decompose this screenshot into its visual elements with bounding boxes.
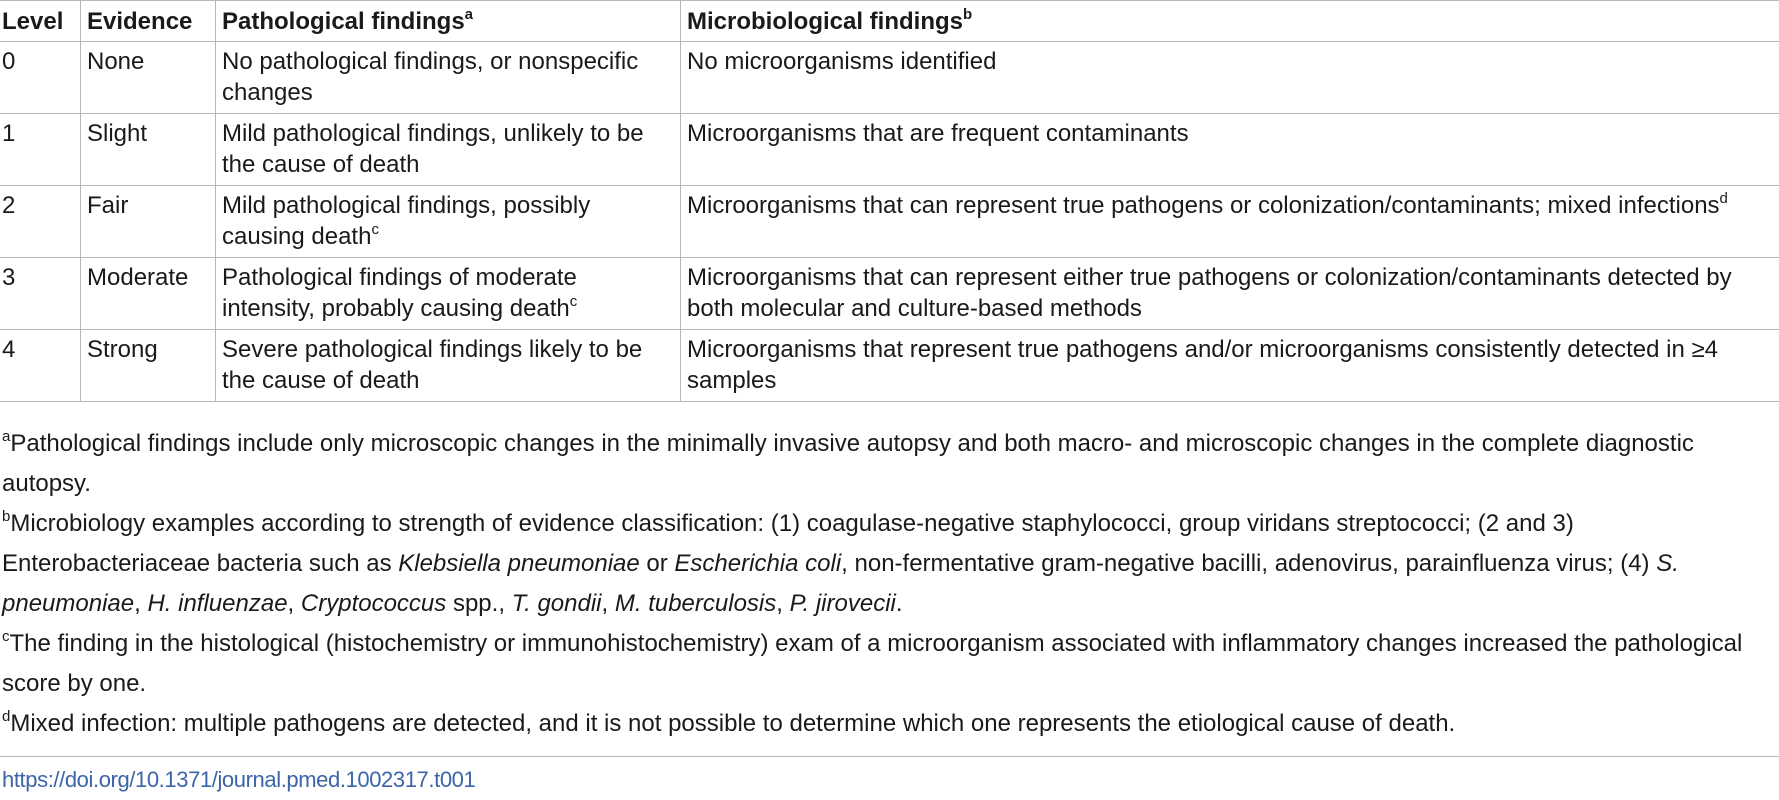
cell-pathological bbox=[216, 114, 681, 186]
cell-pathological-text: Pathological findings of moderate intensity, probably causing death bbox=[222, 264, 577, 322]
species-name: M. tuberculosis bbox=[614, 590, 777, 617]
cell-evidence: Moderate bbox=[81, 258, 216, 330]
footnote-mark-d: d bbox=[2, 708, 11, 725]
cell-pathological bbox=[216, 330, 681, 402]
cell-microbiological bbox=[681, 114, 1779, 186]
table-row bbox=[0, 258, 1779, 330]
species-name: H. influenzae bbox=[147, 590, 288, 617]
footnote-ref-c: c bbox=[569, 293, 578, 310]
footnote-ref-b: b bbox=[963, 6, 973, 23]
footnote-b-text: , bbox=[601, 590, 615, 617]
footnote-b bbox=[2, 504, 1772, 624]
footnote-b-text: , non-fermentative gram-negative bacilli, adenovirus, parainfluenza virus; (4) bbox=[841, 550, 1657, 577]
cell-level: 4 bbox=[2, 336, 16, 363]
species-name: Cryptococcus bbox=[300, 590, 447, 617]
cell-microbiological-text: Microorganisms that can represent true pathogens or colonization/contaminants; mixed infections bbox=[687, 192, 1720, 219]
footnote-b-text: . bbox=[895, 590, 903, 617]
footnote-b-text: Microbiology examples according to strength of evidence classification: (1) coagulase-negative staphylococci, group viridans streptococci; (2 and 3) Enterobacteriaceae bacteria such as bbox=[2, 510, 1574, 577]
table-row bbox=[0, 114, 1779, 186]
cell-level: 0 bbox=[2, 48, 16, 75]
footnote-d-text: Mixed infection: multiple pathogens are detected, and it is not possible to determine which one represents the etiological cause of death. bbox=[10, 710, 1456, 737]
footnote-b-text: spp., bbox=[446, 590, 512, 617]
footnote-d bbox=[2, 704, 1772, 744]
cell-microbiological-text: No microorganisms identified bbox=[687, 48, 997, 75]
footnote-ref-c: c bbox=[371, 221, 379, 238]
footnote-b-text: , bbox=[287, 590, 301, 617]
header-microbiological-findings bbox=[681, 1, 1779, 42]
species-name: P. jirovecii bbox=[789, 590, 896, 617]
footnote-b-text: , bbox=[776, 590, 790, 617]
table-row bbox=[0, 42, 1779, 114]
footer-divider bbox=[0, 756, 1779, 757]
header-level: Level bbox=[2, 8, 64, 35]
footnote-a bbox=[2, 424, 1772, 504]
header-evidence: Evidence bbox=[81, 1, 216, 42]
table-row bbox=[0, 186, 1779, 258]
footnote-c bbox=[2, 624, 1772, 704]
header-pathological-label: Pathological findings bbox=[222, 8, 465, 35]
cell-pathological bbox=[216, 186, 681, 258]
cell-microbiological-text: Microorganisms that can represent either true pathogens or colonization/contaminants detected by both molecular and culture-based methods bbox=[687, 264, 1732, 322]
cell-microbiological-text: Microorganisms that are frequent contaminants bbox=[687, 120, 1189, 147]
cell-microbiological bbox=[681, 42, 1779, 114]
footnote-c-text: The finding in the histological (histochemistry or immunohistochemistry) exam of a microorganism associated with inflammatory changes increased the pathological score by one. bbox=[2, 630, 1743, 697]
doi-link[interactable]: https://doi.org/10.1371/journal.pmed.1002317.t001 bbox=[2, 767, 476, 792]
species-name: S. pneumoniae bbox=[2, 550, 1679, 617]
cell-level: 2 bbox=[2, 192, 16, 219]
header-microbiological-label: Microbiological findings bbox=[687, 8, 963, 35]
cell-microbiological bbox=[681, 186, 1779, 258]
cell-microbiological-text: Microorganisms that represent true pathogens and/or microorganisms consistently detected in ≥4 samples bbox=[687, 336, 1719, 394]
footnote-mark-a: a bbox=[2, 428, 11, 445]
footnote-b-text: or bbox=[639, 550, 675, 577]
cell-pathological bbox=[216, 42, 681, 114]
footnote-b-text: , bbox=[134, 590, 148, 617]
cell-evidence: None bbox=[81, 42, 216, 114]
cell-pathological-text: Mild pathological findings, possibly causing death bbox=[222, 192, 591, 250]
cell-level: 1 bbox=[2, 120, 16, 147]
cell-microbiological bbox=[681, 258, 1779, 330]
cell-evidence: Strong bbox=[81, 330, 216, 402]
cell-pathological bbox=[216, 258, 681, 330]
species-name: Klebsiella pneumoniae bbox=[398, 550, 640, 577]
footnote-mark-c: c bbox=[2, 628, 10, 645]
footnote-mark-b: b bbox=[2, 508, 11, 525]
footnote-ref-a: a bbox=[464, 6, 474, 23]
cell-evidence: Slight bbox=[81, 114, 216, 186]
cell-level: 3 bbox=[2, 264, 16, 291]
cell-pathological-text: Mild pathological findings, unlikely to be the cause of death bbox=[222, 120, 644, 178]
species-name: Escherichia coli bbox=[674, 550, 842, 577]
footnote-a-text: Pathological findings include only microscopic changes in the minimally invasive autopsy and both macro- and microscopic changes in the complete diagnostic autopsy. bbox=[2, 430, 1694, 497]
cell-evidence: Fair bbox=[81, 186, 216, 258]
header-pathological-findings bbox=[216, 1, 681, 42]
table-footnotes bbox=[2, 424, 1772, 744]
table-header-row bbox=[0, 1, 1779, 42]
table-row bbox=[0, 330, 1779, 402]
cell-pathological-text: Severe pathological findings likely to be the cause of death bbox=[222, 336, 643, 394]
cell-microbiological bbox=[681, 330, 1779, 402]
cell-pathological-text: No pathological findings, or nonspecific changes bbox=[222, 48, 639, 106]
species-name: T. gondii bbox=[511, 590, 602, 617]
footnote-ref-d: d bbox=[1719, 190, 1728, 207]
